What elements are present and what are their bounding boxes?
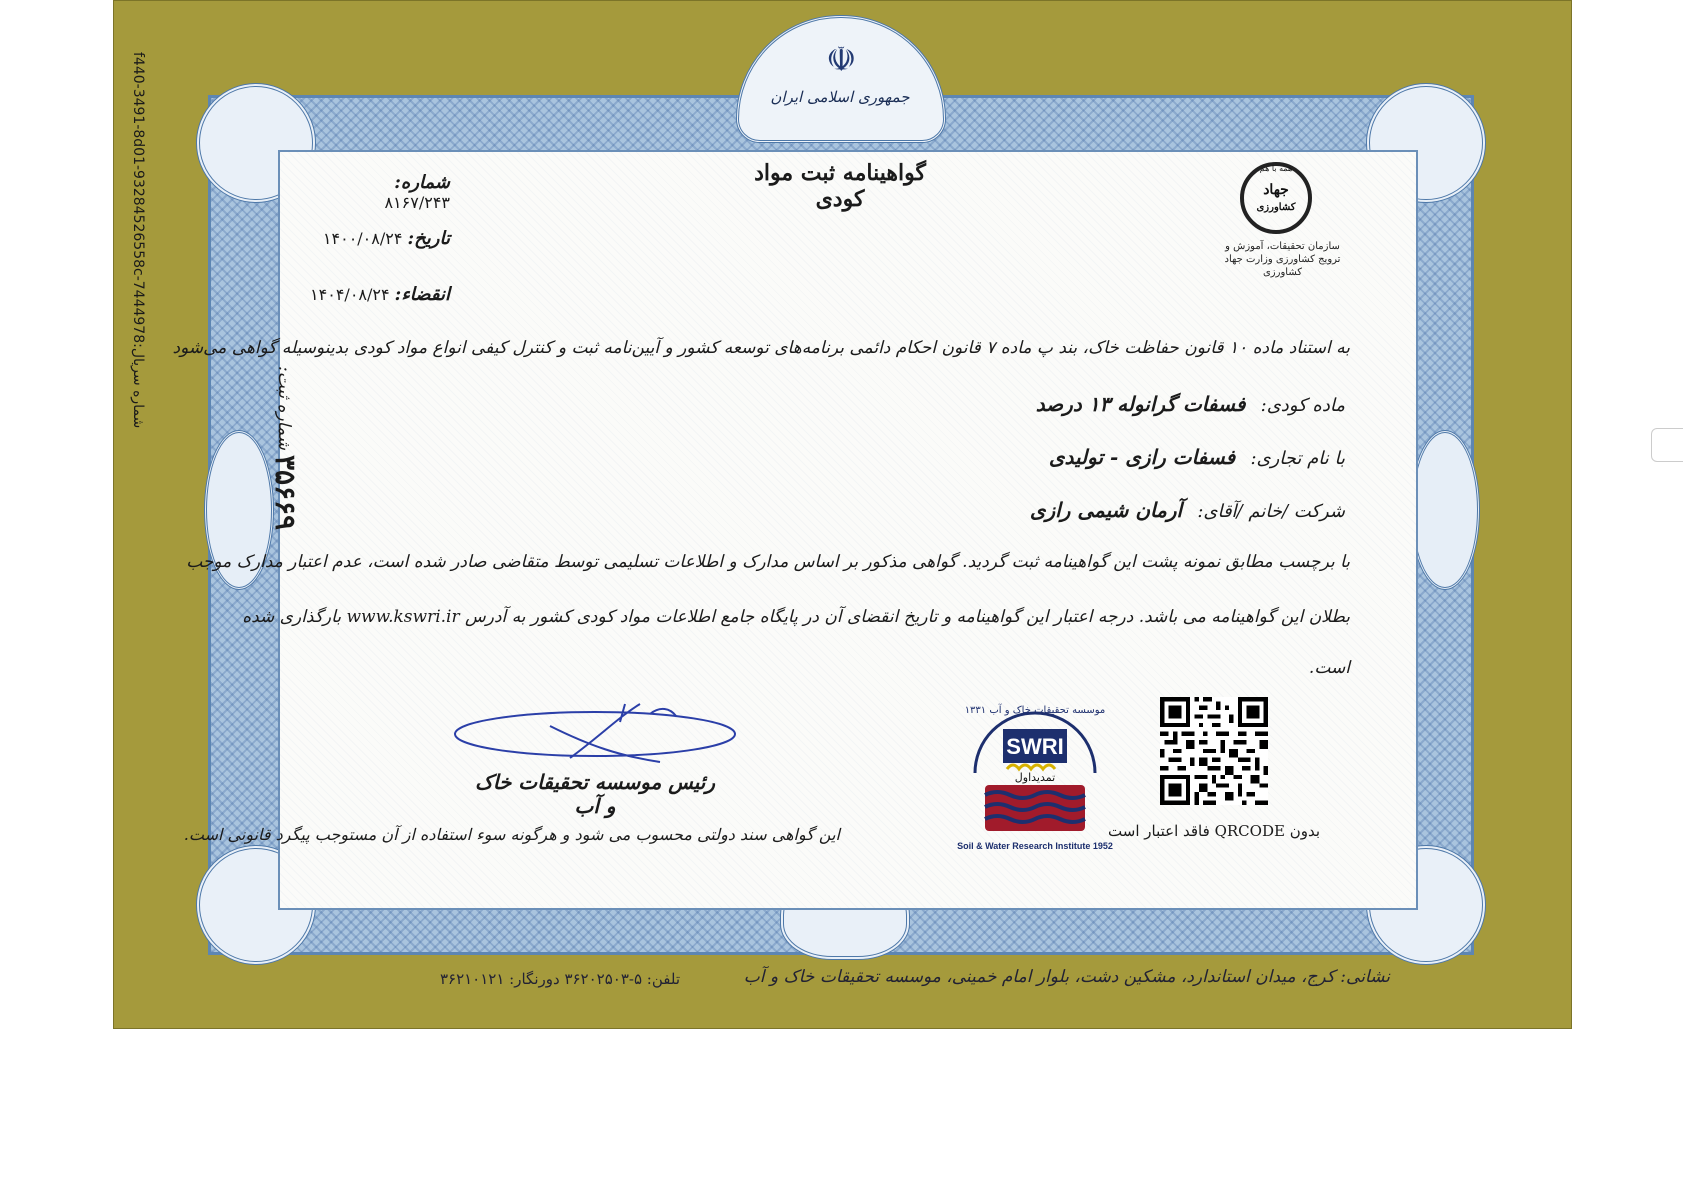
- qr-validity-note: بدون QRCODE فاقد اعتبار است: [1108, 822, 1320, 840]
- expiry-row: [310, 284, 450, 305]
- body-paragraph-line-2: بطلان این گواهینامه می باشد. درجه اعتبار این گواهینامه و تاریخ انقضای آن در پایگاه جامع اطلاعات مواد کودی کشور به آدرس www.kswri.ir بارگذاری شده: [242, 607, 1350, 627]
- footer-phone: تلفن: ۵-۳۶۲۰۲۵۰۳ دورنگار: ۳۶۲۱۰۱۲۱: [439, 970, 680, 988]
- footer-address: نشانی: کرج، میدان استاندارد، مشکین دشت، بلوار امام خمینی، موسسه تحقیقات خاک و آب: [743, 967, 1390, 987]
- body-paragraph-line-3: است.: [1308, 658, 1350, 678]
- company-value: آرمان شیمی رازی: [1029, 498, 1183, 522]
- serial-number: شماره سریال:f440-3491-8d01-93284526558c-7444978: [130, 51, 146, 428]
- intro-text: به استناد ماده ۱۰ قانون حفاظت خاک، بند پ ماده ۷ قانون احکام دائمی برنامه‌های توسعه کشور و آیین‌نامه ثبت و کنترل کیفی انواع مواد کودی بدینوسیله گواهی می‌شود: [172, 338, 1350, 358]
- expiry-value: ۱۴۰۴/۰۸/۲۴: [310, 285, 390, 304]
- material-row: [1000, 392, 1345, 416]
- logo-sub: کشاورزی: [1256, 202, 1296, 213]
- certificate-title: گواهینامه ثبت مواد کودی: [754, 160, 926, 212]
- side-panel-tab[interactable]: [1651, 428, 1683, 462]
- logo-top-text: همه با هم: [1259, 164, 1293, 173]
- brand-value: فسفات رازی - تولیدی: [1048, 445, 1236, 469]
- material-label: ماده کودی:: [1260, 395, 1345, 416]
- registration-number: ۳۵۶۶۹: [269, 455, 302, 531]
- date-value: ۱۴۰۰/۰۸/۲۴: [322, 229, 403, 248]
- expiry-label: انقضاء:: [394, 284, 450, 305]
- signature-image: [450, 696, 750, 766]
- seal-acronym: SWRI: [1006, 734, 1064, 759]
- body-paragraph-line-1: با برچسب مطابق نمونه پشت این گواهینامه ثبت گردید. گواهی مذکور بر اساس مدارک و اطلاعات تسلیمی توسط متقاضی صادر شده است، عدم اعتبار مدارک موجب: [186, 552, 1350, 572]
- number-label: شماره:: [394, 172, 450, 193]
- emblem-caption: جمهوری اسلامی ایران: [770, 88, 910, 106]
- jihad-keshavarzi-logo: [1240, 162, 1312, 234]
- seal-arc-fa: موسسه تحقیقات خاک و آب ۱۳۳۱: [964, 705, 1106, 716]
- signatory-title: رئیس موسسه تحقیقات خاک و آب: [474, 770, 716, 818]
- organization-name: سازمان تحقیقات، آموزش و ترویج کشاورزی وزارت جهاد کشاورزی: [1224, 241, 1341, 278]
- number-row: [330, 172, 450, 212]
- logo-name: جهاد: [1263, 182, 1289, 198]
- swri-seal-logo: [955, 693, 1115, 853]
- company-row: [960, 498, 1345, 522]
- seal-tag: تمدیداول: [1014, 771, 1056, 784]
- company-label: شرکت /خانم /آقای:: [1197, 501, 1345, 522]
- seal-arc-en: Soil & Water Research Institute 1952: [957, 841, 1113, 851]
- qr-code: [1160, 697, 1268, 805]
- legal-note: این گواهی سند دولتی محسوب می شود و هرگونه سوء استفاده از آن مستوجب پیگرد قانونی است.: [183, 825, 840, 844]
- date-label: تاریخ:: [407, 228, 450, 249]
- brand-label: با نام تجاری:: [1250, 448, 1345, 469]
- material-value: فسفات گرانوله ۱۳ درصد: [1035, 392, 1246, 416]
- iran-emblem-icon: ☫: [826, 40, 857, 80]
- number-value: ۸۱۶۷/۲۴۳: [384, 193, 450, 212]
- side-rosette: [1410, 430, 1480, 590]
- brand-row: [1000, 445, 1345, 469]
- date-row: [310, 228, 450, 249]
- registration-label: شماره ثبت:: [274, 365, 294, 450]
